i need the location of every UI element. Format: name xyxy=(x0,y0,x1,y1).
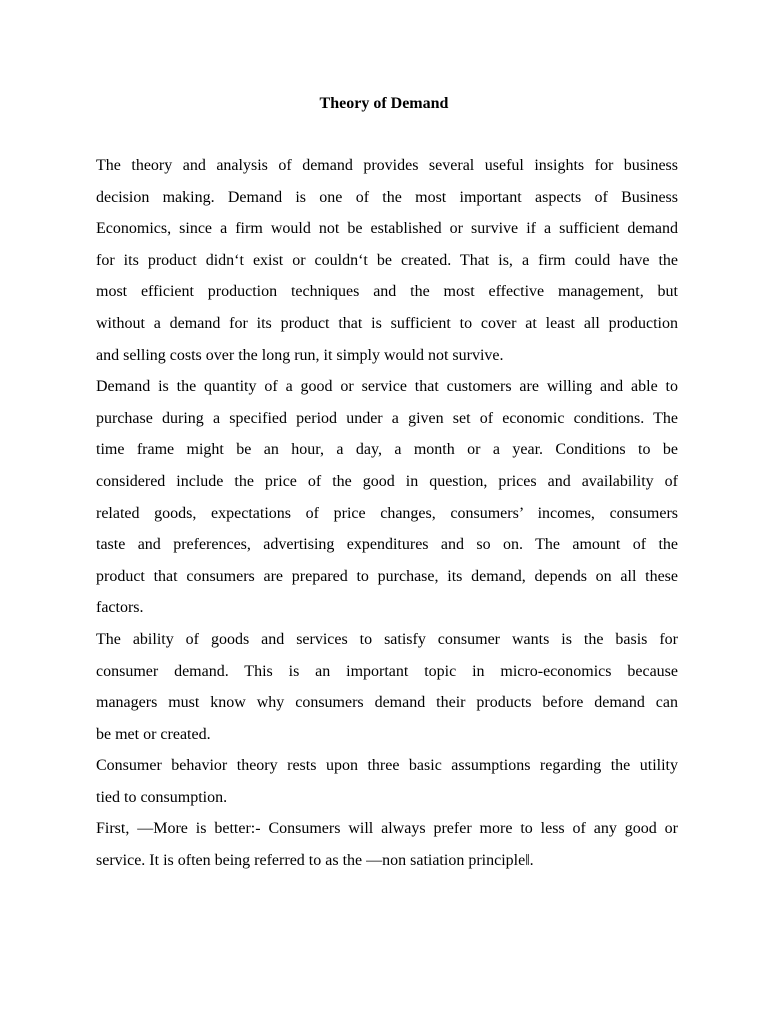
text-line: Consumer behavior theory rests upon three basic assumptions regarding the utility xyxy=(96,757,678,775)
text-line: service. It is often being referred to as the ―non satiation principle‖. xyxy=(96,852,534,870)
text-line: be met or created. xyxy=(96,725,211,743)
paragraph xyxy=(96,750,678,813)
document-title: Theory of Demand xyxy=(319,95,449,112)
text-line: consumer demand. This is an important topic in micro-economics because xyxy=(96,662,678,680)
text-line: The ability of goods and services to satisfy consumer wants is the basis for xyxy=(96,630,678,648)
text-line: related goods, expectations of price changes, consumers’ incomes, consumers xyxy=(96,504,678,522)
text-line: for its product didn‘t exist or couldn‘t be created. That is, a firm could have the xyxy=(96,251,678,269)
text-line: purchase during a specified period under a given set of economic conditions. The xyxy=(96,409,678,427)
paragraph xyxy=(96,624,678,750)
text-line: most efficient production techniques and the most effective management, but xyxy=(96,283,678,301)
text-line: and selling costs over the long run, it simply would not survive. xyxy=(96,346,504,364)
text-line: First, ―More is better:- Consumers will always prefer more to less of any good or xyxy=(96,820,678,838)
text-line: factors. xyxy=(96,599,144,617)
paragraph xyxy=(96,813,678,876)
paragraph xyxy=(96,371,678,624)
text-line: taste and preferences, advertising expenditures and so on. The amount of the xyxy=(96,536,678,554)
text-line: tied to consumption. xyxy=(96,788,228,806)
text-line: The theory and analysis of demand provides several useful insights for business xyxy=(96,157,678,174)
text-line: time frame might be an hour, a day, a month or a year. Conditions to be xyxy=(96,441,678,459)
text-line: Economics, since a firm would not be established or survive if a sufficient demand xyxy=(96,220,678,238)
text-line: decision making. Demand is one of the most important aspects of Business xyxy=(96,188,678,206)
text-line: without a demand for its product that is sufficient to cover at least all production xyxy=(96,314,678,332)
text-line: Demand is the quantity of a good or service that customers are willing and able to xyxy=(96,378,678,396)
document-body xyxy=(96,150,678,877)
text-line: managers must know why consumers demand their products before demand can xyxy=(96,694,678,712)
text-line: considered include the price of the good in question, prices and availability of xyxy=(96,472,678,490)
paragraph xyxy=(96,150,678,371)
text-line: product that consumers are prepared to purchase, its demand, depends on all these xyxy=(96,567,678,585)
